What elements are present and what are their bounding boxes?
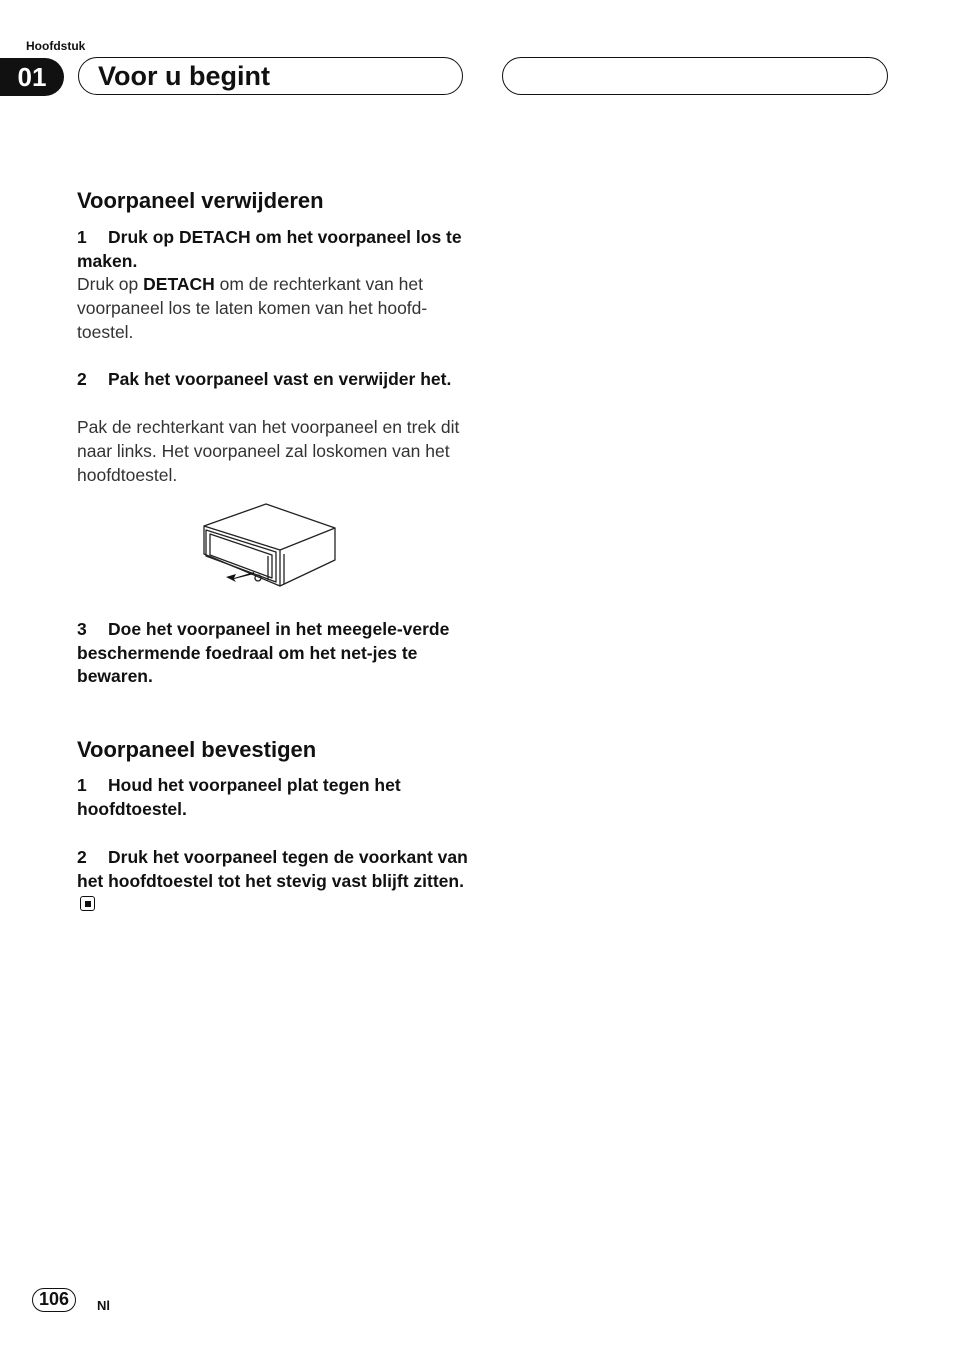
step-number: 3 <box>77 619 87 639</box>
step-text: Houd het voorpaneel plat tegen het hoofdtoestel. <box>77 775 401 819</box>
body-text: Druk op <box>77 274 144 294</box>
chapter-label: Hoofdstuk <box>26 39 86 53</box>
chapter-title: Voor u begint <box>98 61 270 91</box>
end-mark-icon <box>80 896 95 911</box>
section-heading-remove: Voorpaneel verwijderen <box>77 188 324 213</box>
step-number: 1 <box>77 775 87 795</box>
attach-step-1-title <box>77 774 469 821</box>
step-number: 1 <box>77 227 87 247</box>
language-code: Nl <box>97 1298 110 1313</box>
chapter-number: 01 <box>0 58 64 96</box>
step-1-title <box>77 226 469 273</box>
chapter-title-box <box>78 57 463 95</box>
step-number: 2 <box>77 369 87 389</box>
step-text: Doe het voorpaneel in het meegele-verde beschermende foedraal om het net-jes te bewaren. <box>77 619 450 686</box>
step-1-body <box>77 272 469 344</box>
attach-step-2-title <box>77 846 469 917</box>
step-3-title <box>77 618 469 689</box>
detach-label: DETACH <box>143 274 215 294</box>
step-text: Pak het voorpaneel vast en verwijder het. <box>108 369 452 389</box>
page-number: 106 <box>32 1288 76 1312</box>
step-2-title <box>77 368 469 392</box>
step-number: 2 <box>77 847 87 867</box>
right-header-box <box>502 57 888 95</box>
step-text: Druk het voorpaneel tegen de voorkant van het hoofdtoestel tot het stevig vast blijft zitten. <box>77 847 468 891</box>
section-heading-attach: Voorpaneel bevestigen <box>77 737 317 762</box>
step-text: Druk op DETACH om het voorpaneel los te maken. <box>77 227 462 271</box>
body-text: om de rechterkant van het voorpaneel los te laten komen van het hoofd-toestel. <box>77 274 428 342</box>
step-2-body: Pak de rechterkant van het voorpaneel en trek dit naar links. Het voorpaneel zal loskomen van het hoofdtoestel. <box>77 417 460 485</box>
detach-illustration <box>198 500 340 592</box>
